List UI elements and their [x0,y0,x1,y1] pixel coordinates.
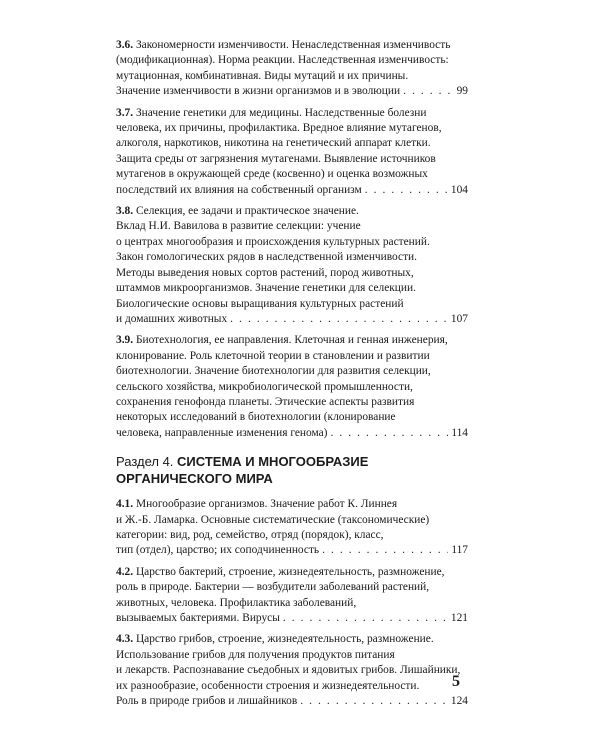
toc-entry-text: мутагенов в окружающей среде (косвенно) и оценка возможных [116,168,428,181]
dot-leader [230,312,448,327]
toc-entry-text: тип (отдел), царство; их соподчиненность [116,544,320,557]
toc-entry-4-3[interactable] [116,632,468,709]
toc-entry-first-line [116,333,468,348]
toc-entry-first-line [116,204,468,219]
toc-entry-text: Защита среды от загрязнения мутагенами. Выявление источников [116,152,436,165]
toc-entry-first-line [116,565,468,580]
toc-entry-text: животных, человека. Профилактика заболеваний, [116,596,357,609]
toc-entry-first-line [116,38,468,53]
toc-entry-3-9[interactable] [116,333,468,441]
toc-entry-number: 3.7. [116,106,134,119]
toc-entry-last-line [116,84,468,99]
toc-entry-text: алкоголя, наркотиков, никотина на генетический аппарат клетки. [116,137,431,150]
toc-entry-number: 4.1. [116,498,134,511]
section-heading[interactable] [116,453,468,487]
dot-leader [322,543,448,558]
toc-entry-number: 4.2. [116,565,134,578]
toc-entry-last-line [116,611,468,626]
section-title: СИСТЕМА И МНОГООБРАЗИЕ [173,454,369,470]
toc-entry-text: о центрах многообразия и происхождения культурных растений. [116,235,430,248]
toc-entry-text: сельского хозяйства, микробиологической промышленности, [116,380,413,393]
toc-entry-text: Царство грибов, строение, жизнедеятельность, размножение. [133,633,434,646]
toc-page-number: 117 [451,544,468,557]
toc-entry-last-line [116,694,468,709]
toc-entry-number: 3.9. [116,334,134,347]
toc-entry-3-7[interactable] [116,106,468,198]
toc-page-number: 124 [450,695,468,708]
toc-entry-text: и Ж.-Б. Ламарка. Основные систематические (таксономические) [116,513,430,526]
toc-entry-number: 3.8. [116,205,134,218]
toc-entry-first-line [116,497,468,512]
toc-entry-last-line [116,183,468,198]
toc-page-number: 121 [450,612,468,624]
toc-entry-last-line [116,312,468,327]
toc-page-number: 107 [450,312,468,325]
toc-entry-number: 4.3. [116,633,134,646]
section-label: Раздел 4. [116,454,174,470]
toc-entry-first-line [116,106,468,121]
toc-page-number: 99 [456,85,468,98]
dot-leader [403,84,454,99]
toc-entry-text: Биотехнология, ее направления. Клеточная и генная инженерия, [133,334,448,347]
toc-entry-text: Многообразие организмов. Значение работ К. Линнея [133,498,398,511]
toc-entry-text: Роль в природе грибов и лишайников [116,695,298,708]
toc-entry-text: штаммов микроорганизмов. Значение генетики для селекции. [116,282,416,295]
toc-entry-text: Методы выведения новых сортов растений, пород животных, [116,266,414,279]
toc-entry-text: Значение изменчивости в жизни организмов и в эволюции [116,85,401,98]
toc-entry-last-line [116,426,468,441]
toc-entry-text: (модификационная). Норма реакции. Наследственная изменчивость: [116,54,449,67]
toc-entry-text: Селекция, ее задачи и практическое значение. [133,205,359,218]
toc-entry-text: сохранения генофонда планеты. Этические аспекты развития [116,395,415,408]
dot-leader [300,694,448,709]
toc-entry-text: человека, их причины, профилактика. Вредное влияние мутагенов, [116,122,442,135]
section-heading-line-1 [116,453,468,470]
section-title: ОРГАНИЧЕСКОГО МИРА [116,471,273,487]
toc-entry-4-2[interactable] [116,565,468,627]
toc-entry-text: Закономерности изменчивости. Ненаследственная изменчивость [133,39,451,51]
toc-page-number: 104 [450,183,468,196]
toc-entry-text: Закон гомологических рядов в наследственной изменчивости. [116,251,417,264]
toc-entry-text: мутационная, комбинативная. Виды мутаций и их причины. [116,69,409,82]
toc-entry-first-line [116,632,468,647]
toc-entry-text: последствий их влияния на собственный организм [116,183,362,196]
dot-leader [365,183,448,198]
toc-entry-number: 3.6. [116,39,134,51]
toc-entry-last-line [116,543,468,558]
toc-entry-text: Использование грибов для получения продуктов питания [116,648,395,661]
toc-entry-text: роль в природе. Бактерии — возбудители заболеваний растений, [116,581,430,594]
toc-entry-text: биотехнологии. Значение биотехнологии для развития селекции, [116,365,431,378]
toc-page-number: 114 [451,426,468,439]
toc-entry-text: Биологические основы выращивания культурных растений [116,297,404,310]
toc-entry-3-8[interactable] [116,204,468,327]
toc-entry-3-6[interactable] [116,38,468,100]
toc-entry-text: Царство бактерий, строение, жизнедеятельность, размножение, [133,565,445,578]
toc-entry-4-1[interactable] [116,497,468,559]
toc-entry-text: и домашних животных [116,312,228,325]
toc-entry-text: Значение генетики для медицины. Наследственные болезни [133,106,427,119]
toc-entry-text: клонирование. Роль клеточной теории в становлении и развитии [116,349,430,362]
toc-entry-text: человека, направленные изменения генома) [116,426,328,439]
page-number: 5 [452,673,460,690]
dot-leader [283,611,448,626]
toc-entry-text: их разнообразие, особенности строения и жизнедеятельности. [116,679,420,692]
toc-entry-text: категории: вид, род, семейство, отряд (порядок), класс, [116,528,384,541]
dot-leader [330,426,448,441]
toc-entry-text: вызываемых бактериями. Вирусы [116,612,280,624]
toc-entry-text: Вклад Н.И. Вавилова в развитие селекции: учение [116,220,361,233]
toc-entry-text: и лекарств. Распознавание съедобных и ядовитых грибов. Лишайники, [116,664,461,677]
toc-entry-text: некоторых исследований в биотехнологии (клонирование [116,411,396,424]
table-of-contents [116,38,468,715]
